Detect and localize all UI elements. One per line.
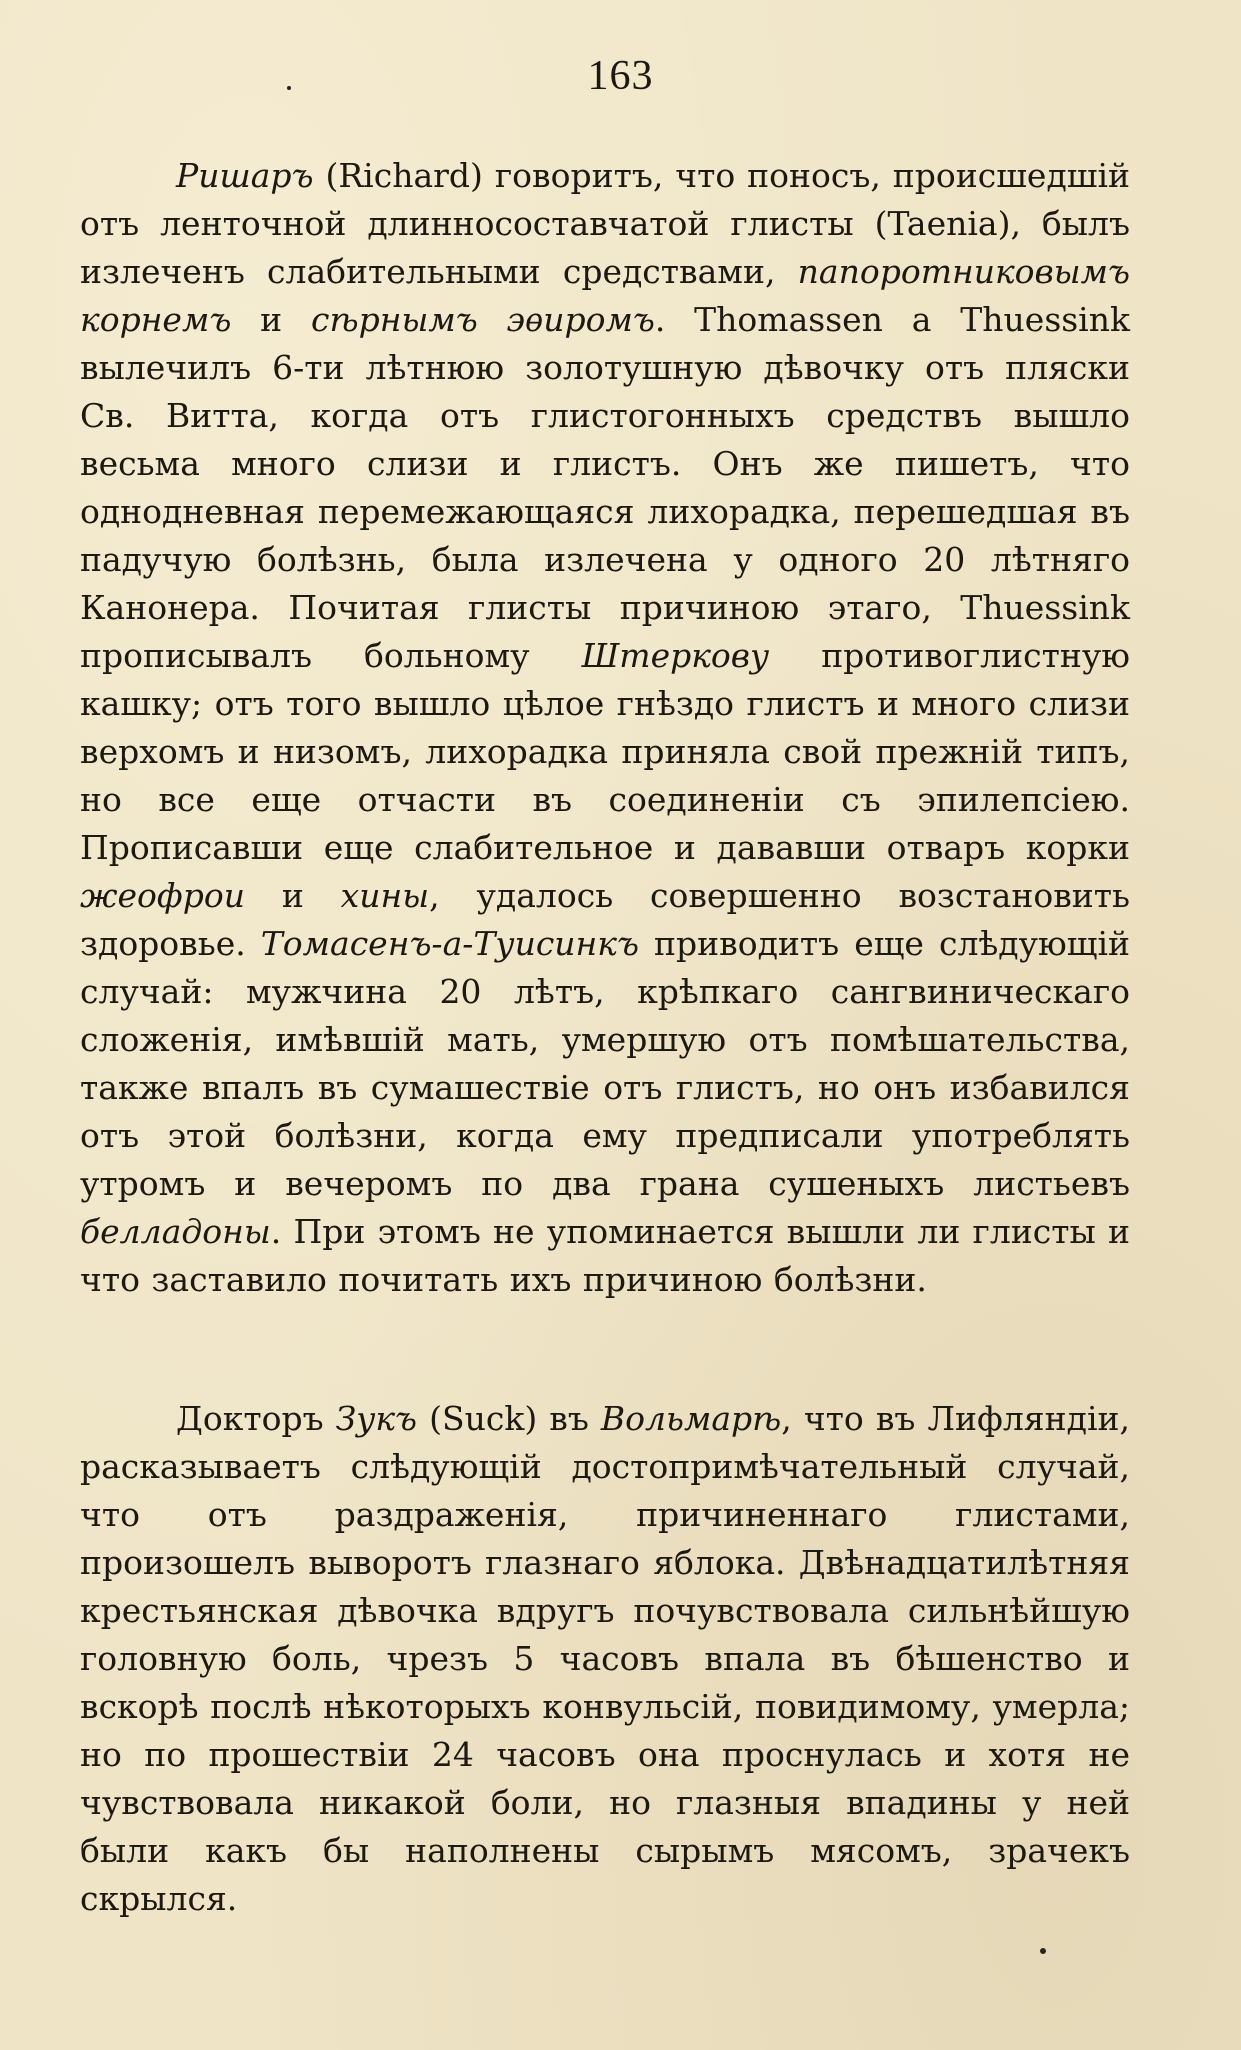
text-run: Докторъ: [176, 1399, 336, 1438]
print-speck: [1040, 1948, 1046, 1954]
text-run: (Suck) въ: [417, 1399, 601, 1438]
italic-run: папоротниковымъ корнемъ: [80, 252, 1130, 339]
page-number: 163: [587, 53, 654, 99]
italic-run: сѣрнымъ эѳиромъ: [311, 300, 655, 339]
text-run: и: [244, 876, 341, 915]
text-run: противоглистную кашку; отъ того вышло цѣлое гнѣздо глистъ и много слизи верхомъ и низомъ, лихорадка приняла свой прежній типъ, но все еще отчасти въ соединеніи съ эпилепсіею. Прописавши еще слабительное и дававши отваръ корки: [80, 636, 1130, 867]
print-speck: [287, 86, 291, 90]
italic-run: Штеркову: [581, 636, 770, 675]
italic-run: Зукъ: [335, 1399, 418, 1438]
paragraph-2: [80, 1395, 1130, 1923]
text-run: , что въ Лифляндіи, расказываетъ слѣдующій достопримѣчательный случай, что отъ раздраженія, причиненнаго глистами, произошелъ выворотъ глазнаго яблока. Двѣнадцатилѣтняя крестьянская дѣвочка вдругъ почувствовала сильнѣйшую головную боль, чрезъ 5 часовъ впала въ бѣшенство и вскорѣ послѣ нѣкоторыхъ конвульсій, повидимому, умерла; но по прошествіи 24 часовъ она проснулась и хотя не чувствовала никакой боли, но глазныя впадины у ней были какъ бы наполнены сырымъ мясомъ, зрачекъ скрылся.: [80, 1399, 1130, 1918]
italic-run: хины: [340, 876, 430, 915]
text-run: (Richard) говоритъ, что поносъ, происшедшій отъ ленточной длинносоставчатой глисты (Taenia), былъ излеченъ слабительными средствами,: [80, 156, 1130, 291]
italic-run: Вольмарѣ: [600, 1399, 782, 1438]
italic-run: Ришаръ: [176, 156, 314, 195]
text-run: , удалось совершенно возстановить здоровье.: [80, 876, 1130, 963]
text-run: . При этомъ не упоминается вышли ли глисты и что заставило почитать ихъ причиною болѣзни.: [80, 1212, 1130, 1299]
text-run: и: [231, 300, 311, 339]
italic-run: жеофрои: [80, 876, 245, 915]
italic-run: Томасенъ-а-Туисинкъ: [260, 924, 639, 963]
italic-run: белладоны: [80, 1212, 271, 1251]
paragraph-1: [80, 152, 1130, 1304]
text-run: приводитъ еще слѣдующій случай: мужчина 20 лѣтъ, крѣпкаго сангвиническаго сложенія, имѣвшій мать, умершую отъ помѣшательства, также впалъ въ сумашествіе отъ глистъ, но онъ избавился отъ этой болѣзни, когда ему предписали употреблять утромъ и вечеромъ по два грана сушеныхъ листьевъ: [80, 924, 1131, 1203]
text-run: . Thomassen a Thuessink вылечилъ 6-ти лѣтнюю золотушную дѣвочку отъ пляски Св. Витта, когда отъ глистогонныхъ средствъ вышло весьма много слизи и глистъ. Онъ же пишетъ, что однодневная перемежающаяся лихорадка, перешедшая въ падучую болѣзнь, была излечена у одного 20 лѣтняго Канонера. Почитая глисты причиною этаго, Thuessink прописывалъ больному: [80, 300, 1130, 675]
